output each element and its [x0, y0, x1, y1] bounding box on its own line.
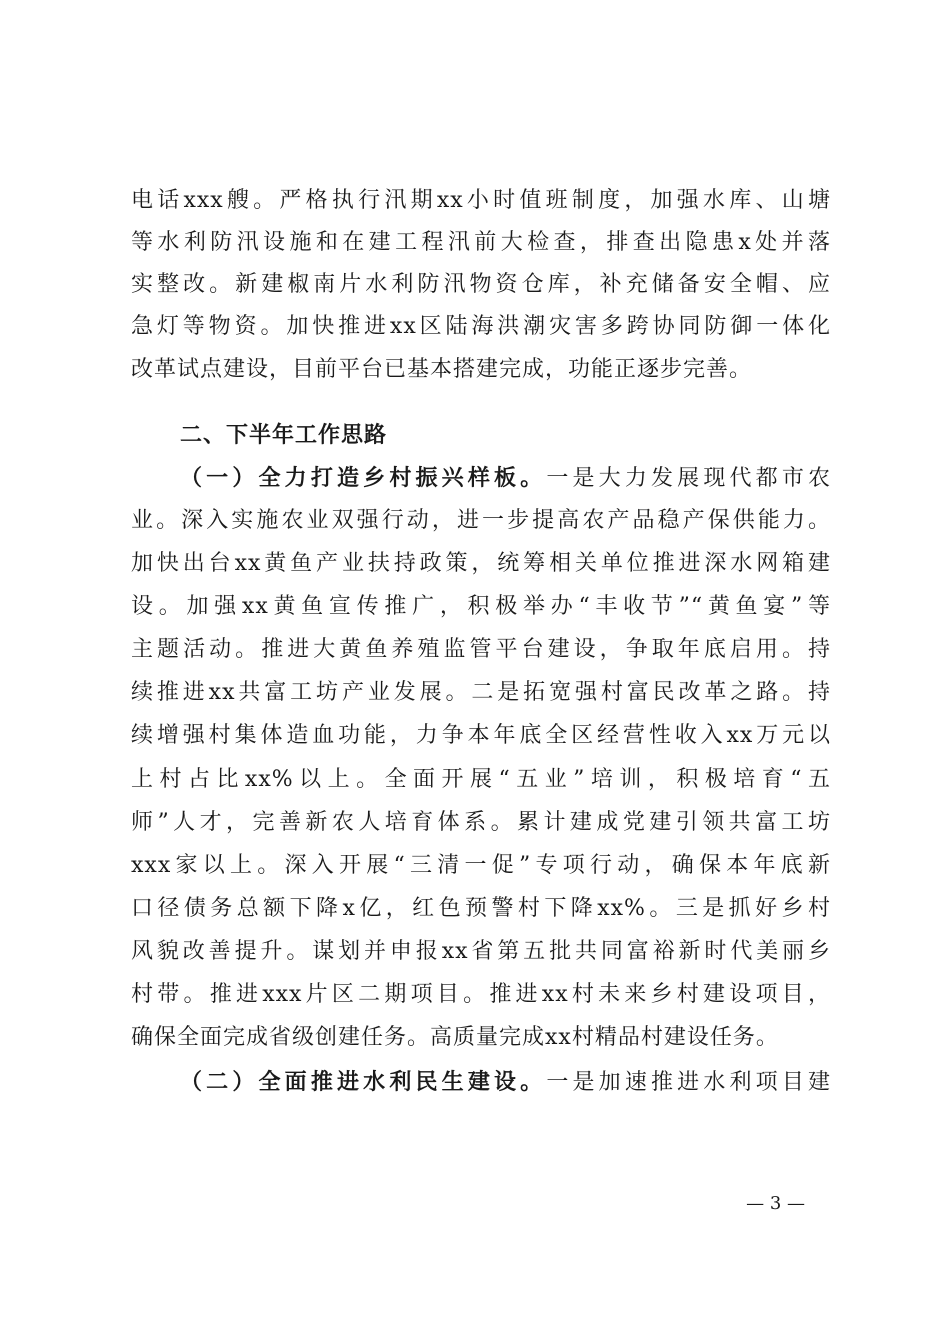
- paragraph-line: 主题活动。推进大黄鱼养殖监管平台建设，争取年底启用。持: [131, 637, 831, 662]
- paragraph-line: 电话xxx艘。严格执行汛期xx小时值班制度，加强水库、山塘: [131, 188, 831, 213]
- paragraph-line: 风貌改善提升。谋划并申报xx省第五批共同富裕新时代美丽乡: [131, 939, 831, 964]
- subsection-title: （一）全力打造乡村振兴样板。: [180, 465, 547, 491]
- paragraph-line: 续增强村集体造血功能，力争本年底全区经营性收入xx万元以: [131, 723, 831, 748]
- paragraph-first-line: [180, 464, 831, 493]
- paragraph-line: 实整改。新建椒南片水利防汛物资仓库，补充储备安全帽、应: [131, 272, 831, 297]
- paragraph-line: 确保全面完成省级创建任务。高质量完成xx村精品村建设任务。: [131, 1025, 779, 1050]
- subsection-title: （二）全面推进水利民生建设。: [180, 1069, 547, 1095]
- paragraph-line: 村带。推进xxx片区二期项目。推进xx村未来乡村建设项目，: [131, 982, 831, 1007]
- paragraph-line: 急灯等物资。加快推进xx区陆海洪潮灾害多跨协同防御一体化: [131, 314, 831, 339]
- paragraph-text: 一是大力发展现代都市农: [546, 466, 831, 491]
- paragraph-line: 改革试点建设，目前平台已基本搭建完成，功能正逐步完善。: [131, 357, 753, 382]
- paragraph-line: xxx家以上。深入开展“三清一促”专项行动，确保本年底新: [131, 853, 831, 878]
- paragraph-line: 师”人才，完善新农人培育体系。累计建成党建引领共富工坊: [131, 810, 831, 835]
- paragraph-line: 等水利防汛设施和在建工程汛前大检查，排查出隐患x处并落: [131, 230, 831, 255]
- section-heading: 二、下半年工作思路: [180, 422, 388, 448]
- paragraph-line: 上村占比xx%以上。全面开展“五业”培训，积极培育“五: [131, 767, 831, 792]
- paragraph-line: 业。深入实施农业双强行动，进一步提高农产品稳产保供能力。: [131, 508, 831, 533]
- paragraph-first-line: [180, 1068, 831, 1097]
- paragraph-line: 续推进xx共富工坊产业发展。二是拓宽强村富民改革之路。持: [131, 680, 831, 705]
- paragraph-line: 设。加强xx黄鱼宣传推广，积极举办“丰收节”“黄鱼宴”等: [131, 594, 831, 619]
- page-number: — 3 —: [746, 1193, 805, 1214]
- paragraph-line: 加快出台xx黄鱼产业扶持政策，统筹相关单位推进深水网箱建: [131, 551, 831, 576]
- paragraph-line: 口径债务总额下降x亿，红色预警村下降xx%。三是抓好乡村: [131, 896, 831, 921]
- paragraph-text: 一是加速推进水利项目建: [546, 1070, 831, 1095]
